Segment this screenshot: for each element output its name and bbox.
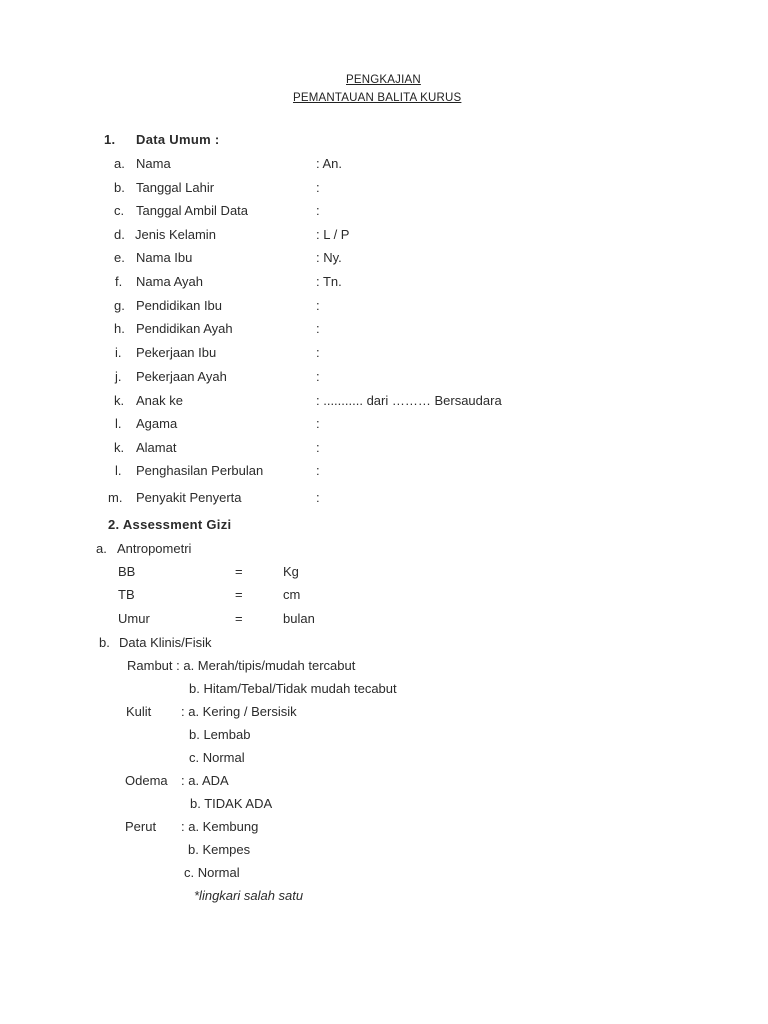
subsection-letter: a. [96,541,107,556]
instruction-note: *lingkari salah satu [194,888,304,903]
measure-label: Umur [118,611,150,626]
item-label: Tanggal Ambil Data [136,203,249,218]
item-value: : An. [316,156,343,171]
kulit-label: Kulit [126,704,152,719]
item-letter: k. [114,440,125,455]
item-letter: l. [115,463,122,478]
odema-label: Odema [125,773,168,788]
item-value: : [316,440,320,455]
item-letter: h. [114,321,125,336]
item-letter: m. [108,490,123,505]
item-letter: i. [115,345,122,360]
kulit-option-b: b. Lembab [189,727,251,742]
item-value: : [316,416,320,431]
kulit-option-a: : a. Kering / Bersisik [181,704,297,719]
item-letter: l. [115,416,122,431]
item-label: Agama [136,416,178,431]
odema-option-b: b. TIDAK ADA [190,796,273,811]
item-label: Penghasilan Perbulan [136,463,264,478]
item-label: Nama [136,156,171,171]
item-value: : ........... dari ……… Bersaudara [316,393,502,408]
measure-equals: = [235,611,243,626]
item-label: Pendidikan Ibu [136,298,223,313]
item-value: : Ny. [316,250,342,265]
measure-label: BB [118,564,136,579]
measure-unit: cm [283,587,301,602]
measure-unit: bulan [283,611,315,626]
kulit-option-c: c. Normal [189,750,245,765]
measure-equals: = [235,564,243,579]
item-value: : [316,345,320,360]
rambut-option-b: b. Hitam/Tebal/Tidak mudah tecabut [189,681,397,696]
measure-equals: = [235,587,243,602]
section-number: 1. [104,132,116,147]
page-title: PENGKAJIAN [346,74,421,86]
measure-unit: Kg [283,564,299,579]
item-label: Jenis Kelamin [135,227,216,242]
odema-option-a: : a. ADA [181,773,229,788]
item-letter: d. [114,227,125,242]
item-letter: b. [114,180,125,195]
item-label: Alamat [136,440,177,455]
measure-label: TB [118,587,135,602]
perut-option-c: c. Normal [184,865,240,880]
page-subtitle: PEMANTAUAN BALITA KURUS [293,92,462,104]
item-value: : [316,463,320,478]
item-label: Anak ke [136,393,183,408]
item-letter: e. [114,250,125,265]
item-value: : [316,298,320,313]
item-value: : L / P [316,227,350,242]
item-label: Nama Ayah [136,274,203,289]
item-value: : [316,321,320,336]
section-title: Data Umum : [136,132,220,147]
item-label: Pendidikan Ayah [136,321,233,336]
item-letter: f. [115,274,123,289]
item-value: : [316,490,320,505]
item-letter: k. [114,393,125,408]
subsection-title: Antropometri [117,541,192,556]
rambut-line: Rambut : a. Merah/tipis/mudah tercabut [127,658,356,673]
perut-option-a: : a. Kembung [181,819,259,834]
perut-option-b: b. Kempes [188,842,251,857]
perut-label: Perut [125,819,157,834]
section-title: 2. Assessment Gizi [108,517,232,532]
item-letter: a. [114,156,125,171]
item-value: : [316,369,320,384]
item-label: Pekerjaan Ibu [136,345,217,360]
item-letter: g. [114,298,125,313]
subsection-title: Data Klinis/Fisik [119,635,212,650]
item-letter: j. [115,369,122,384]
item-letter: c. [114,203,125,218]
item-label: Penyakit Penyerta [136,490,242,505]
item-label: Nama Ibu [136,250,193,265]
item-value: : Tn. [316,274,342,289]
item-value: : [316,180,320,195]
item-value: : [316,203,320,218]
subsection-letter: b. [99,635,110,650]
item-label: Tanggal Lahir [136,180,215,195]
item-label: Pekerjaan Ayah [136,369,227,384]
